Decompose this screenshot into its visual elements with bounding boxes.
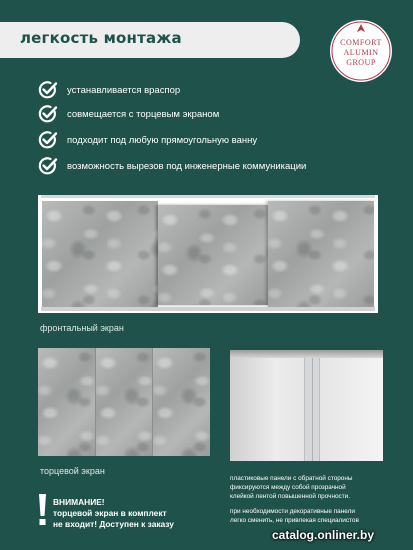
feature-text: подходит под любую прямоугольную ванну <box>67 135 258 146</box>
feature-item <box>38 156 368 178</box>
detail-note-line: при необходимости декоративные панели <box>230 508 355 515</box>
catalog-watermark: catalog.onliner.by <box>272 528 375 542</box>
detail-note-1 <box>230 474 405 501</box>
end-panel-caption: торцевой экран <box>40 466 105 476</box>
warning-heading: ВНИМАНИЕ! <box>53 497 105 507</box>
brand-logo <box>330 20 392 82</box>
checkmark-circle-icon <box>38 130 58 150</box>
logo-text-2: ALUMIN <box>343 48 379 57</box>
end-panel-segment <box>38 348 95 456</box>
page-title: легкость монтажа <box>20 29 182 47</box>
exclamation-icon <box>38 494 47 526</box>
detail-note-2 <box>230 507 405 525</box>
panel-top-rail <box>41 195 375 198</box>
front-panel-photo <box>38 195 378 313</box>
logo-text-3: GROUP <box>346 58 376 67</box>
checkmark-circle-icon <box>38 80 58 100</box>
warning-line: не входит! Доступен к заказу <box>53 519 174 529</box>
feature-item <box>38 104 368 126</box>
panel-seam <box>312 358 313 461</box>
feature-item <box>38 80 368 102</box>
checkmark-circle-icon <box>38 104 58 124</box>
warning-notice <box>53 497 174 530</box>
feature-text: устанавливается враспор <box>67 85 181 96</box>
warning-line: торцевой экран в комплект <box>53 508 167 518</box>
panel-joint-detail-photo <box>230 350 383 461</box>
detail-note-line: пластиковые панели с обратной стороны <box>230 475 353 482</box>
feature-text: совмещается с торцевым экраном <box>67 109 220 120</box>
detail-note-line: фиксируются между собой прозрачной <box>230 484 346 491</box>
feature-item <box>38 130 368 152</box>
panel-segment-left <box>42 201 158 307</box>
panel-bottom-rail <box>41 307 375 311</box>
detail-rail <box>230 350 383 358</box>
detail-note-line: легко сменить, не привлекая специалистов <box>230 517 359 524</box>
detail-note-line: клейкой лентой повышенной прочности. <box>230 493 351 500</box>
logo-text-1: COMFORT <box>340 38 382 47</box>
end-panel-segment <box>95 348 152 456</box>
feature-text: возможность вырезов под инженерные коммуникации <box>67 161 307 172</box>
end-panel-segment <box>152 348 210 456</box>
checkmark-circle-icon <box>38 156 58 176</box>
panel-segment-center <box>158 205 268 305</box>
end-panel-photo <box>38 348 210 456</box>
panel-segment-right <box>268 201 374 307</box>
front-panel-caption: фронтальный экран <box>40 323 124 333</box>
